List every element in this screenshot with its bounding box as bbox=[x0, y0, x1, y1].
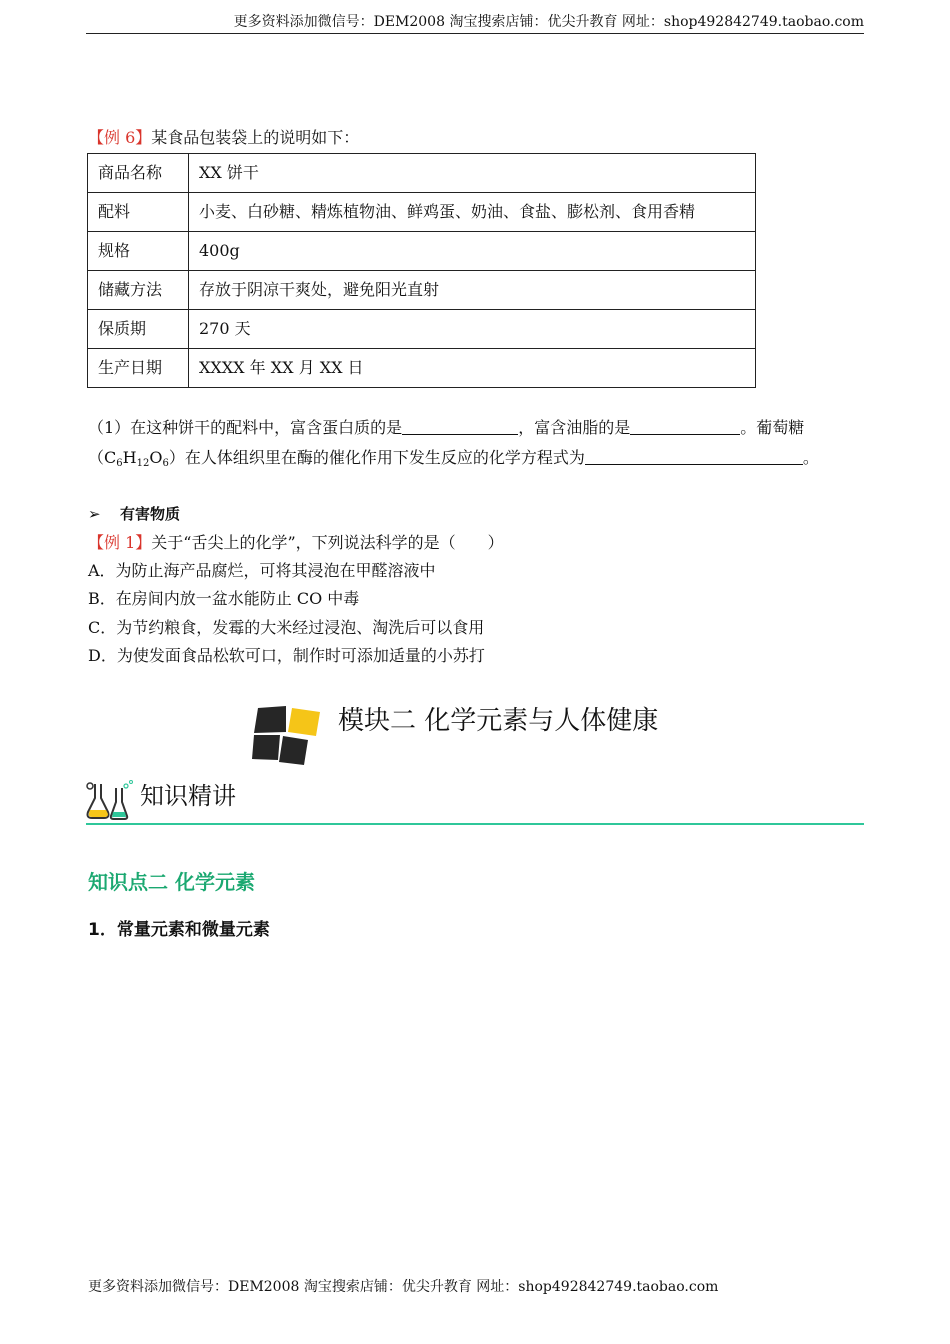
table-value: XX 饼干 bbox=[189, 154, 756, 193]
table-key: 生产日期 bbox=[88, 349, 189, 388]
q1-text-2: ，富含油脂的是 bbox=[518, 418, 631, 437]
answer-blank-fat[interactable] bbox=[630, 418, 740, 435]
table-value: 存放于阴凉干爽处，避免阳光直射 bbox=[189, 271, 756, 310]
option-a: A．为防止海产品腐烂，可将其浸泡在甲醛溶液中 bbox=[88, 561, 436, 580]
table-row bbox=[88, 193, 756, 232]
table-key: 规格 bbox=[88, 232, 189, 271]
table-row bbox=[88, 271, 756, 310]
answer-blank-protein[interactable] bbox=[402, 418, 518, 435]
page-header: 更多资料添加微信号：DEM2008 淘宝搜索店铺：优尖升教育 网址：shop492842749.taobao.com bbox=[233, 14, 864, 30]
q2-end: 。 bbox=[802, 448, 819, 467]
table-value: XXXX 年 XX 月 XX 日 bbox=[189, 349, 756, 388]
section-divider bbox=[86, 823, 864, 825]
table-value: 小麦、白砂糖、精炼植物油、鲜鸡蛋、奶油、食盐、膨松剂、食用香精 bbox=[189, 193, 756, 232]
glucose-formula-c: （C bbox=[88, 448, 117, 467]
section-header bbox=[86, 778, 864, 828]
question-text: 关于“舌尖上的化学”，下列说法科学的是（ ） bbox=[151, 533, 504, 552]
table-row bbox=[88, 310, 756, 349]
example-6-title bbox=[88, 128, 359, 148]
harmful-substances-heading bbox=[88, 504, 180, 524]
table-row bbox=[88, 154, 756, 193]
knowledge-item-1: 1．常量元素和微量元素 bbox=[88, 920, 270, 940]
glucose-formula-h: H bbox=[122, 448, 137, 467]
module-title: 模块二 化学元素与人体健康 bbox=[338, 706, 659, 736]
table-key: 商品名称 bbox=[88, 154, 189, 193]
example-1-question bbox=[88, 533, 504, 553]
table-row bbox=[88, 349, 756, 388]
table-row bbox=[88, 232, 756, 271]
flask-icon bbox=[86, 778, 134, 824]
section-title: 知识精讲 bbox=[140, 782, 236, 810]
option-c: C．为节约粮食，发霉的大米经过浸泡、淘洗后可以食用 bbox=[88, 618, 485, 637]
table-key: 保质期 bbox=[88, 310, 189, 349]
example-text: 某食品包装袋上的说明如下： bbox=[151, 128, 360, 147]
table-key: 配料 bbox=[88, 193, 189, 232]
option-b: B．在房间内放一盆水能防止 CO 中毒 bbox=[88, 589, 360, 608]
header-divider bbox=[86, 33, 864, 34]
table-value: 400g bbox=[189, 232, 756, 271]
module-blocks-icon bbox=[250, 702, 330, 768]
table-value: 270 天 bbox=[189, 310, 756, 349]
knowledge-point-title: 知识点二 化学元素 bbox=[88, 870, 255, 894]
answer-blank-equation[interactable] bbox=[585, 448, 803, 465]
subscript: 12 bbox=[136, 458, 150, 469]
subscript: 6 bbox=[116, 458, 123, 469]
option-d: D．为使发面食品松软可口，制作时可添加适量的小苏打 bbox=[88, 646, 485, 665]
table-key: 储藏方法 bbox=[88, 271, 189, 310]
q2-text: ）在人体组织里在酶的催化作用下发生反应的化学方程式为 bbox=[168, 448, 585, 467]
food-label-table bbox=[87, 153, 756, 388]
q1-text-3: 。葡萄糖 bbox=[740, 418, 805, 437]
page-footer: 更多资料添加微信号：DEM2008 淘宝搜索店铺：优尖升教育 网址：shop492842749.taobao.com bbox=[88, 1279, 719, 1295]
subscript: 6 bbox=[162, 458, 169, 469]
module-banner bbox=[250, 700, 670, 770]
glucose-formula-o: O bbox=[149, 448, 163, 467]
example-tag: 【例 6】 bbox=[88, 128, 152, 147]
arrow-bullet-icon: ➢ bbox=[88, 505, 101, 523]
question-2 bbox=[88, 448, 819, 474]
q1-text-1: （1）在这种饼干的配料中，富含蛋白质的是 bbox=[88, 418, 403, 437]
heading-text: 有害物质 bbox=[120, 505, 181, 523]
question-1 bbox=[88, 418, 804, 438]
example-tag: 【例 1】 bbox=[88, 533, 152, 552]
